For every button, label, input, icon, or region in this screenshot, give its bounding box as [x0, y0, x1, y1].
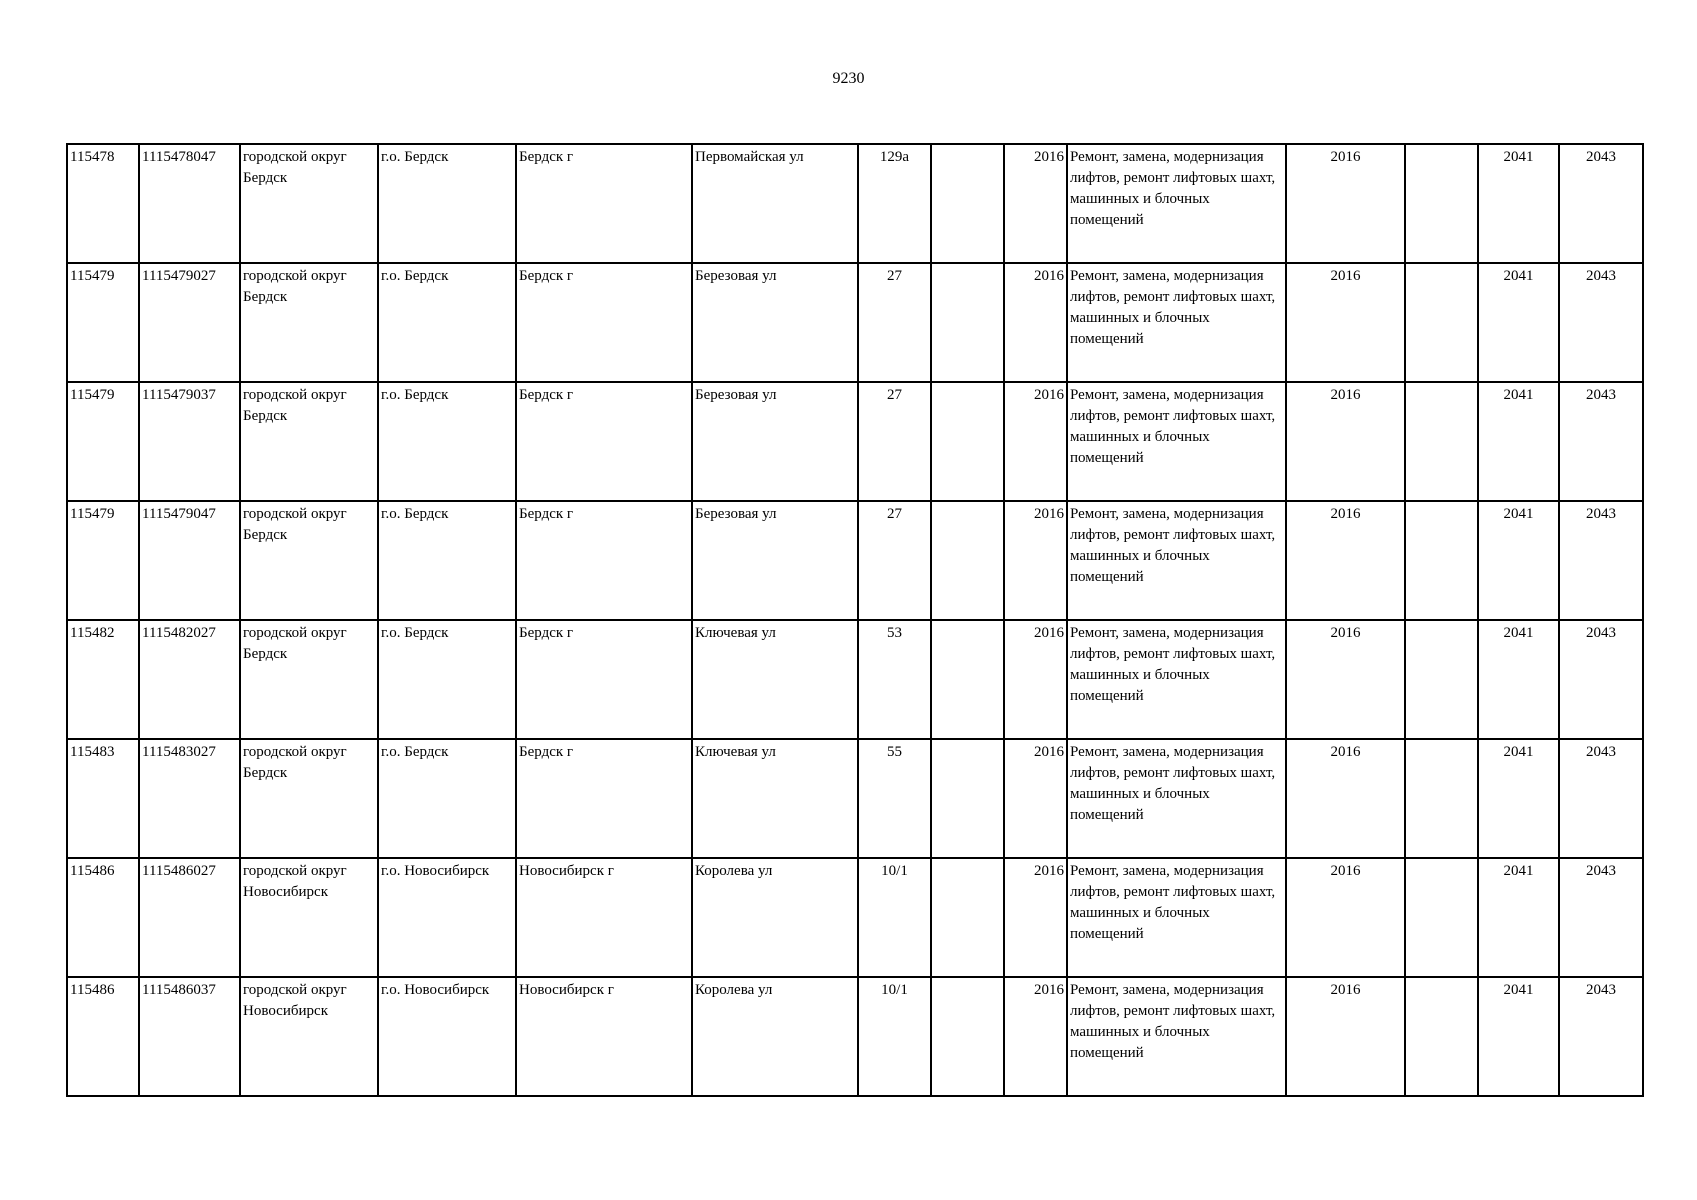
- table-row: [67, 620, 1643, 739]
- municipality-cell: г.о. Бердск: [378, 144, 516, 263]
- plan-year-cell: 2016: [1286, 501, 1405, 620]
- record-code-cell: 1115479047: [139, 501, 240, 620]
- repair-schedule-table: [66, 143, 1644, 1097]
- record-code-cell: 1115479037: [139, 382, 240, 501]
- year-to-cell: 2043: [1559, 977, 1643, 1096]
- plan-year-cell: 2016: [1286, 144, 1405, 263]
- table-row: [67, 739, 1643, 858]
- city-cell: Бердск г: [516, 144, 692, 263]
- building-cell: [931, 739, 1004, 858]
- building-cell: [931, 501, 1004, 620]
- year-from-cell: 2041: [1478, 620, 1559, 739]
- house-number-cell: 27: [858, 263, 931, 382]
- house-number-cell: 55: [858, 739, 931, 858]
- street-cell: Березовая ул: [692, 501, 858, 620]
- house-number-cell: 53: [858, 620, 931, 739]
- year-to-cell: 2043: [1559, 382, 1643, 501]
- district-cell: городской округ Бердск: [240, 620, 378, 739]
- year-to-cell: 2043: [1559, 620, 1643, 739]
- street-cell: Первомайская ул: [692, 144, 858, 263]
- record-id-cell: 115486: [67, 977, 139, 1096]
- work-type-cell: Ремонт, замена, модернизация лифтов, ремонт лифтовых шахт, машинных и блочных помещений: [1067, 144, 1286, 263]
- year-to-cell: 2043: [1559, 263, 1643, 382]
- city-cell: Бердск г: [516, 382, 692, 501]
- street-cell: Березовая ул: [692, 382, 858, 501]
- district-cell: городской округ Бердск: [240, 501, 378, 620]
- city-cell: Бердск г: [516, 263, 692, 382]
- street-cell: Ключевая ул: [692, 620, 858, 739]
- house-number-cell: 10/1: [858, 977, 931, 1096]
- street-cell: Королева ул: [692, 977, 858, 1096]
- plan-year-cell: 2016: [1286, 858, 1405, 977]
- house-number-cell: 10/1: [858, 858, 931, 977]
- record-id-cell: 115479: [67, 382, 139, 501]
- record-code-cell: 1115478047: [139, 144, 240, 263]
- municipality-cell: г.о. Бердск: [378, 739, 516, 858]
- table-row: [67, 263, 1643, 382]
- empty-cell: [1405, 144, 1478, 263]
- record-code-cell: 1115486027: [139, 858, 240, 977]
- street-cell: Ключевая ул: [692, 739, 858, 858]
- street-cell: Березовая ул: [692, 263, 858, 382]
- year-built-cell: 2016: [1004, 382, 1067, 501]
- district-cell: городской округ Бердск: [240, 263, 378, 382]
- year-from-cell: 2041: [1478, 263, 1559, 382]
- table-row: [67, 977, 1643, 1096]
- record-id-cell: 115486: [67, 858, 139, 977]
- empty-cell: [1405, 620, 1478, 739]
- work-type-cell: Ремонт, замена, модернизация лифтов, ремонт лифтовых шахт, машинных и блочных помещений: [1067, 620, 1286, 739]
- year-to-cell: 2043: [1559, 858, 1643, 977]
- year-built-cell: 2016: [1004, 620, 1067, 739]
- page-number: 9230: [832, 70, 865, 87]
- year-built-cell: 2016: [1004, 977, 1067, 1096]
- record-id-cell: 115478: [67, 144, 139, 263]
- year-from-cell: 2041: [1478, 977, 1559, 1096]
- record-id-cell: 115479: [67, 263, 139, 382]
- year-from-cell: 2041: [1478, 144, 1559, 263]
- empty-cell: [1405, 739, 1478, 858]
- year-to-cell: 2043: [1559, 501, 1643, 620]
- work-type-cell: Ремонт, замена, модернизация лифтов, ремонт лифтовых шахт, машинных и блочных помещений: [1067, 382, 1286, 501]
- building-cell: [931, 144, 1004, 263]
- house-number-cell: 27: [858, 501, 931, 620]
- table-row: [67, 382, 1643, 501]
- record-code-cell: 1115482027: [139, 620, 240, 739]
- city-cell: Новосибирск г: [516, 858, 692, 977]
- year-from-cell: 2041: [1478, 858, 1559, 977]
- plan-year-cell: 2016: [1286, 620, 1405, 739]
- building-cell: [931, 858, 1004, 977]
- district-cell: городской округ Бердск: [240, 144, 378, 263]
- work-type-cell: Ремонт, замена, модернизация лифтов, ремонт лифтовых шахт, машинных и блочных помещений: [1067, 977, 1286, 1096]
- municipality-cell: г.о. Бердск: [378, 620, 516, 739]
- year-to-cell: 2043: [1559, 144, 1643, 263]
- record-id-cell: 115479: [67, 501, 139, 620]
- year-built-cell: 2016: [1004, 144, 1067, 263]
- year-built-cell: 2016: [1004, 739, 1067, 858]
- municipality-cell: г.о. Бердск: [378, 263, 516, 382]
- municipality-cell: г.о. Новосибирск: [378, 858, 516, 977]
- year-built-cell: 2016: [1004, 263, 1067, 382]
- building-cell: [931, 382, 1004, 501]
- municipality-cell: г.о. Новосибирск: [378, 977, 516, 1096]
- record-code-cell: 1115486037: [139, 977, 240, 1096]
- city-cell: Бердск г: [516, 501, 692, 620]
- record-code-cell: 1115483027: [139, 739, 240, 858]
- record-code-cell: 1115479027: [139, 263, 240, 382]
- municipality-cell: г.о. Бердск: [378, 501, 516, 620]
- street-cell: Королева ул: [692, 858, 858, 977]
- work-type-cell: Ремонт, замена, модернизация лифтов, ремонт лифтовых шахт, машинных и блочных помещений: [1067, 739, 1286, 858]
- plan-year-cell: 2016: [1286, 977, 1405, 1096]
- municipality-cell: г.о. Бердск: [378, 382, 516, 501]
- empty-cell: [1405, 858, 1478, 977]
- house-number-cell: 27: [858, 382, 931, 501]
- work-type-cell: Ремонт, замена, модернизация лифтов, ремонт лифтовых шахт, машинных и блочных помещений: [1067, 263, 1286, 382]
- work-type-cell: Ремонт, замена, модернизация лифтов, ремонт лифтовых шахт, машинных и блочных помещений: [1067, 501, 1286, 620]
- empty-cell: [1405, 977, 1478, 1096]
- plan-year-cell: 2016: [1286, 263, 1405, 382]
- plan-year-cell: 2016: [1286, 382, 1405, 501]
- year-from-cell: 2041: [1478, 382, 1559, 501]
- year-built-cell: 2016: [1004, 858, 1067, 977]
- table-row: [67, 144, 1643, 263]
- district-cell: городской округ Бердск: [240, 739, 378, 858]
- empty-cell: [1405, 263, 1478, 382]
- table-row: [67, 858, 1643, 977]
- district-cell: городской округ Новосибирск: [240, 977, 378, 1096]
- record-id-cell: 115482: [67, 620, 139, 739]
- work-type-cell: Ремонт, замена, модернизация лифтов, ремонт лифтовых шахт, машинных и блочных помещений: [1067, 858, 1286, 977]
- district-cell: городской округ Бердск: [240, 382, 378, 501]
- empty-cell: [1405, 501, 1478, 620]
- plan-year-cell: 2016: [1286, 739, 1405, 858]
- record-id-cell: 115483: [67, 739, 139, 858]
- empty-cell: [1405, 382, 1478, 501]
- year-to-cell: 2043: [1559, 739, 1643, 858]
- building-cell: [931, 263, 1004, 382]
- city-cell: Бердск г: [516, 620, 692, 739]
- building-cell: [931, 620, 1004, 739]
- year-built-cell: 2016: [1004, 501, 1067, 620]
- year-from-cell: 2041: [1478, 739, 1559, 858]
- building-cell: [931, 977, 1004, 1096]
- district-cell: городской округ Новосибирск: [240, 858, 378, 977]
- city-cell: Бердск г: [516, 739, 692, 858]
- house-number-cell: 129а: [858, 144, 931, 263]
- city-cell: Новосибирск г: [516, 977, 692, 1096]
- year-from-cell: 2041: [1478, 501, 1559, 620]
- table-row: [67, 501, 1643, 620]
